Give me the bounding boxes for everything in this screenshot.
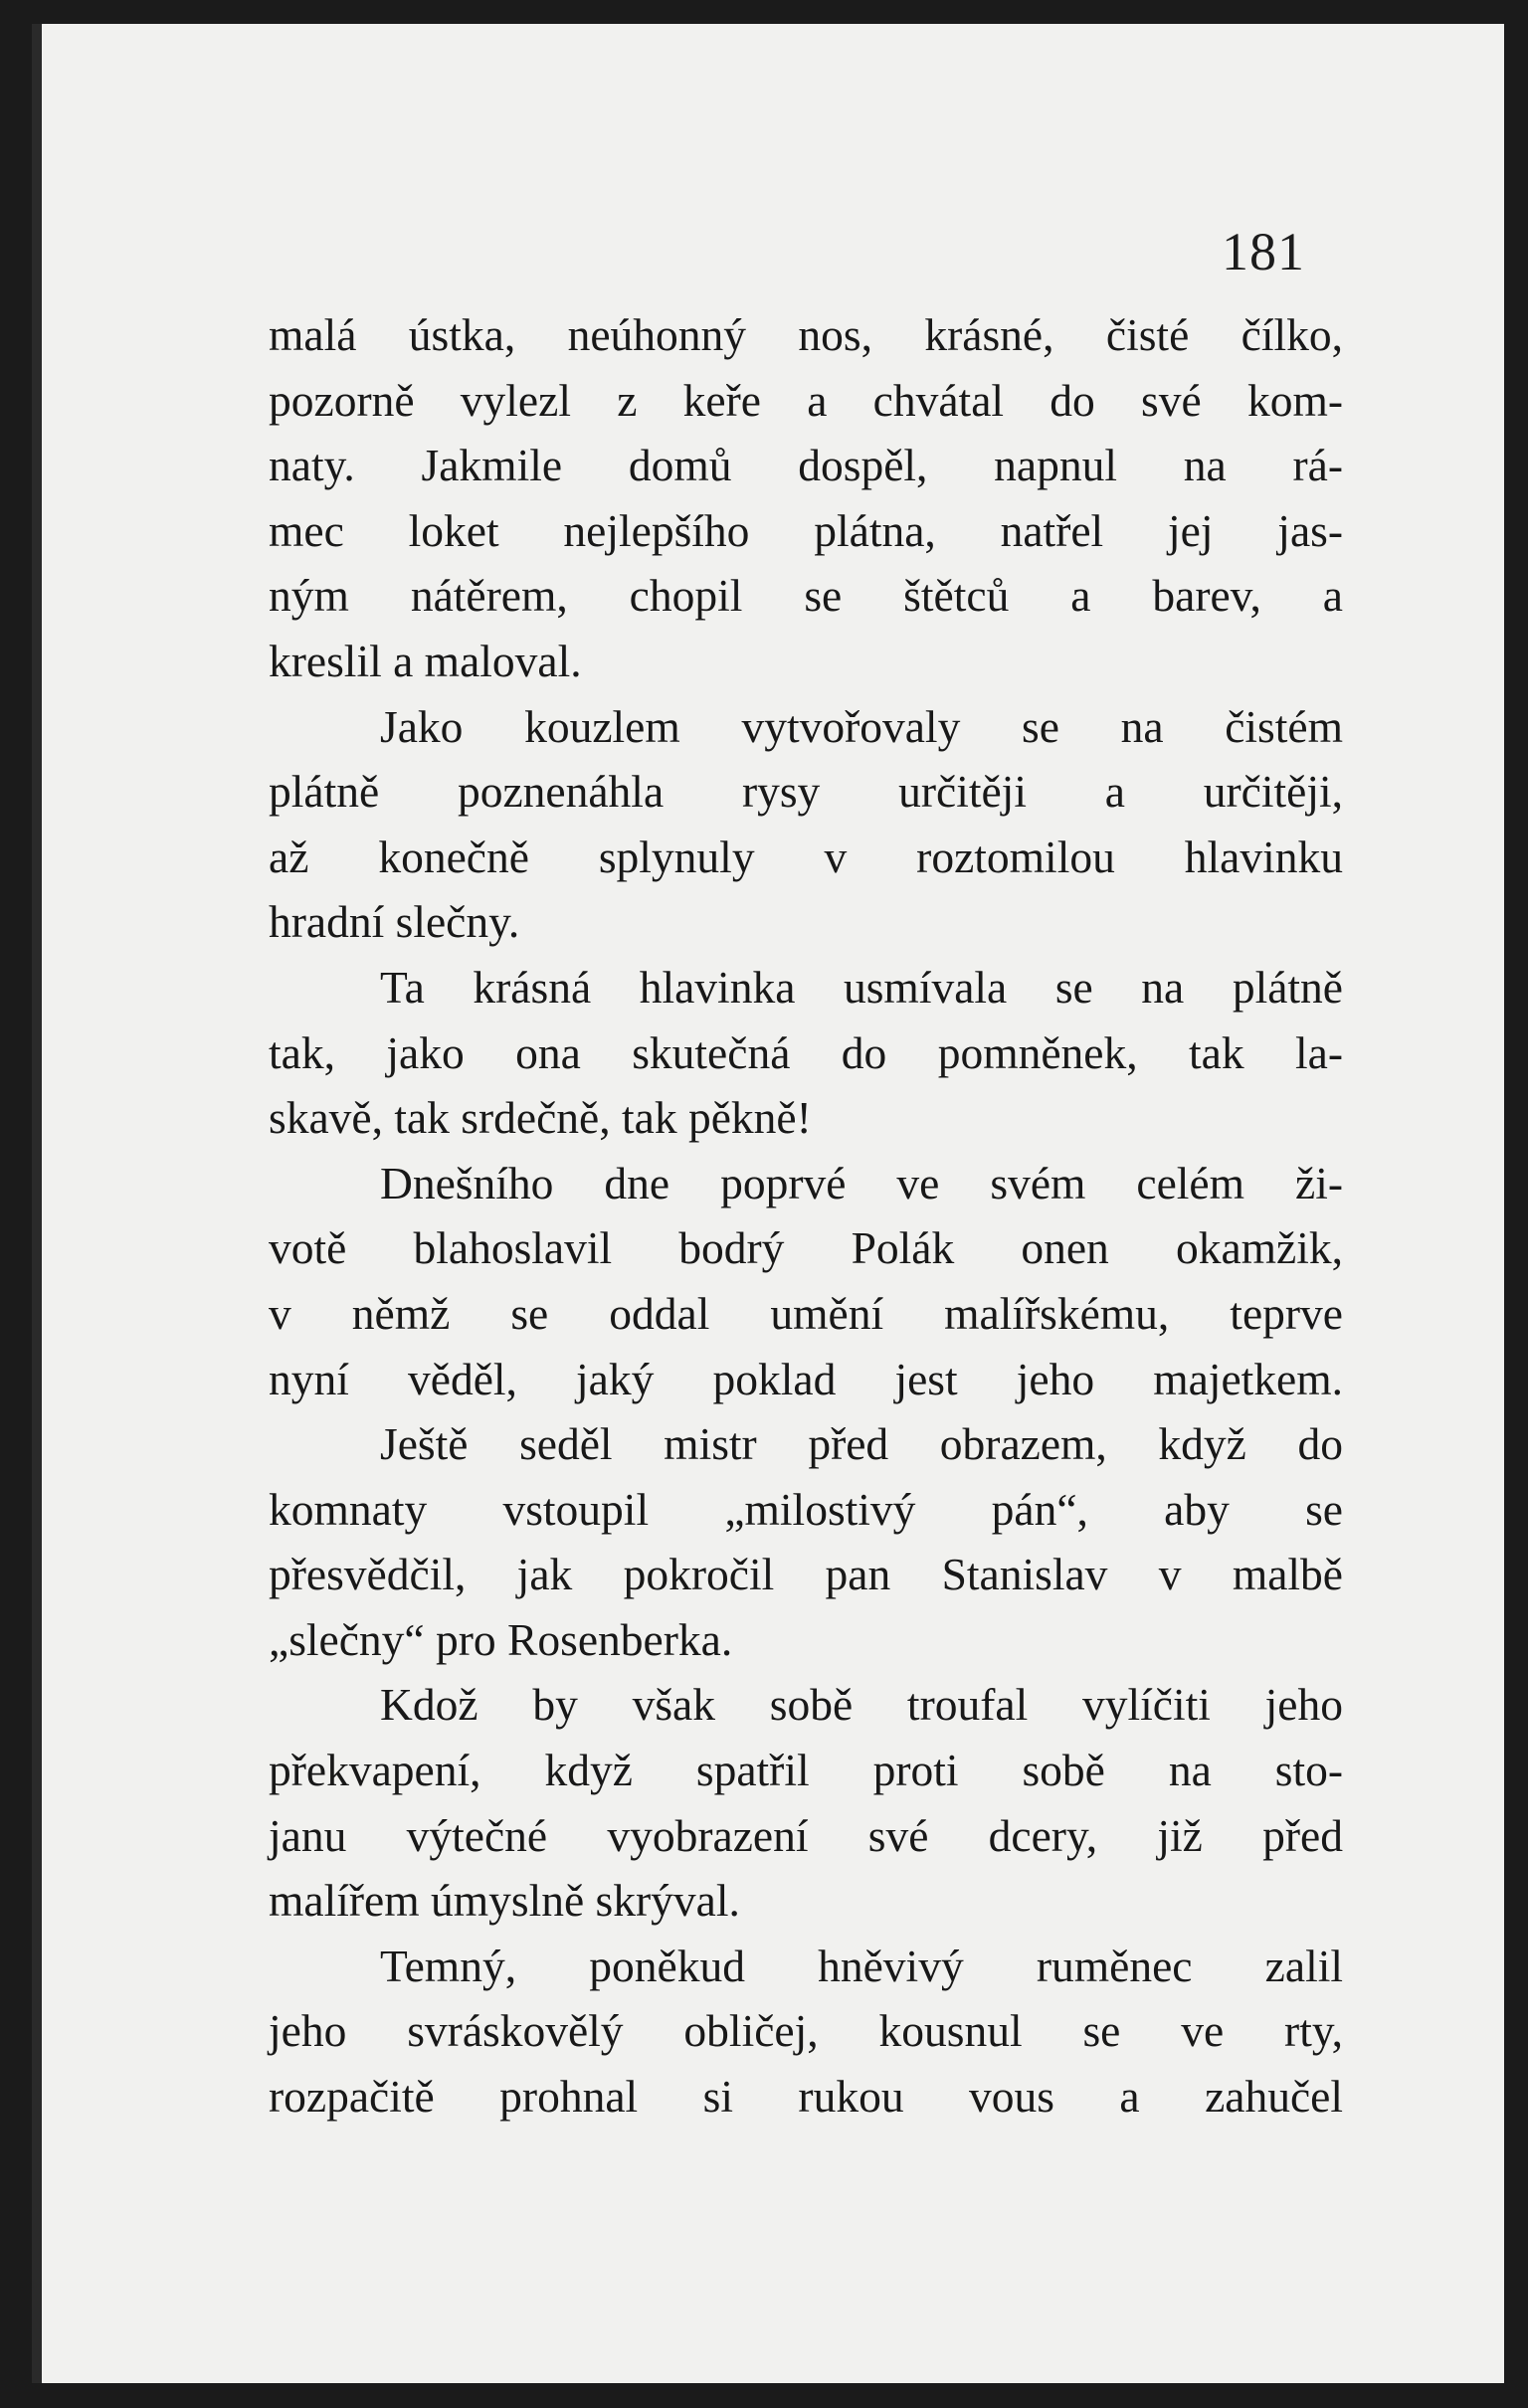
text-line: přesvědčil, jak pokročil pan Stanislav v malbě (269, 1549, 1343, 1600)
text-line: mec loket nejlepšího plátna, natřel jej jas- (269, 504, 1343, 556)
body-text (269, 302, 1343, 2130)
text-line: nyní věděl, jaký poklad jest jeho majetkem. (269, 1353, 1343, 1404)
text-line: skavě, tak srdečně, tak pěkně! (269, 1092, 812, 1144)
text-line: tak, jako ona skutečná do pomněnek, tak la- (269, 1026, 1343, 1078)
text-line: Dnešního dne poprvé ve svém celém ži- (380, 1157, 1343, 1208)
page-number: 181 (1222, 222, 1305, 281)
text-line: v němž se oddal umění malířskému, teprve (269, 1287, 1343, 1339)
text-line: pozorně vylezl z keře a chvátal do své kom- (269, 374, 1343, 426)
text-line: překvapení, když spatřil proti sobě na sto- (269, 1745, 1343, 1796)
book-page (32, 24, 1504, 2383)
text-line: rozpačitě prohnal si rukou vous a zahučel (269, 2071, 1343, 2123)
text-line: malá ústka, neúhonný nos, krásné, čisté čílko, (269, 309, 1343, 360)
text-line: janu výtečné vyobrazení své dcery, již před (269, 1809, 1343, 1861)
text-line: jeho svráskovělý obličej, kousnul se ve rty, (269, 2005, 1343, 2057)
text-line: votě blahoslavil bodrý Polák onen okamžik, (269, 1222, 1343, 1274)
text-line: naty. Jakmile domů dospěl, napnul na rá- (269, 440, 1343, 491)
text-line: hradní slečny. (269, 896, 520, 948)
text-line: kreslil a maloval. (269, 635, 582, 686)
text-line: ným nátěrem, chopil se štětců a barev, a (269, 570, 1343, 622)
text-line: Temný, poněkud hněvivý ruměnec zalil (380, 1940, 1343, 1991)
text-line: Ještě seděl mistr před obrazem, když do (380, 1418, 1343, 1470)
text-line: „slečny“ pro Rosenberka. (269, 1613, 733, 1665)
text-line: Kdož by však sobě troufal vylíčiti jeho (380, 1679, 1343, 1731)
text-line: Jako kouzlem vytvořovaly se na čistém (380, 700, 1343, 752)
text-line: Ta krásná hlavinka usmívala se na plátně (380, 961, 1343, 1013)
text-line: komnaty vstoupil „milostivý pán“, aby se (269, 1483, 1343, 1535)
text-line: plátně poznenáhla rysy určitěji a určitěji, (269, 766, 1343, 818)
text-line: malířem úmyslně skrýval. (269, 1875, 740, 1927)
text-line: až konečně splynuly v roztomilou hlavinku (269, 831, 1343, 882)
